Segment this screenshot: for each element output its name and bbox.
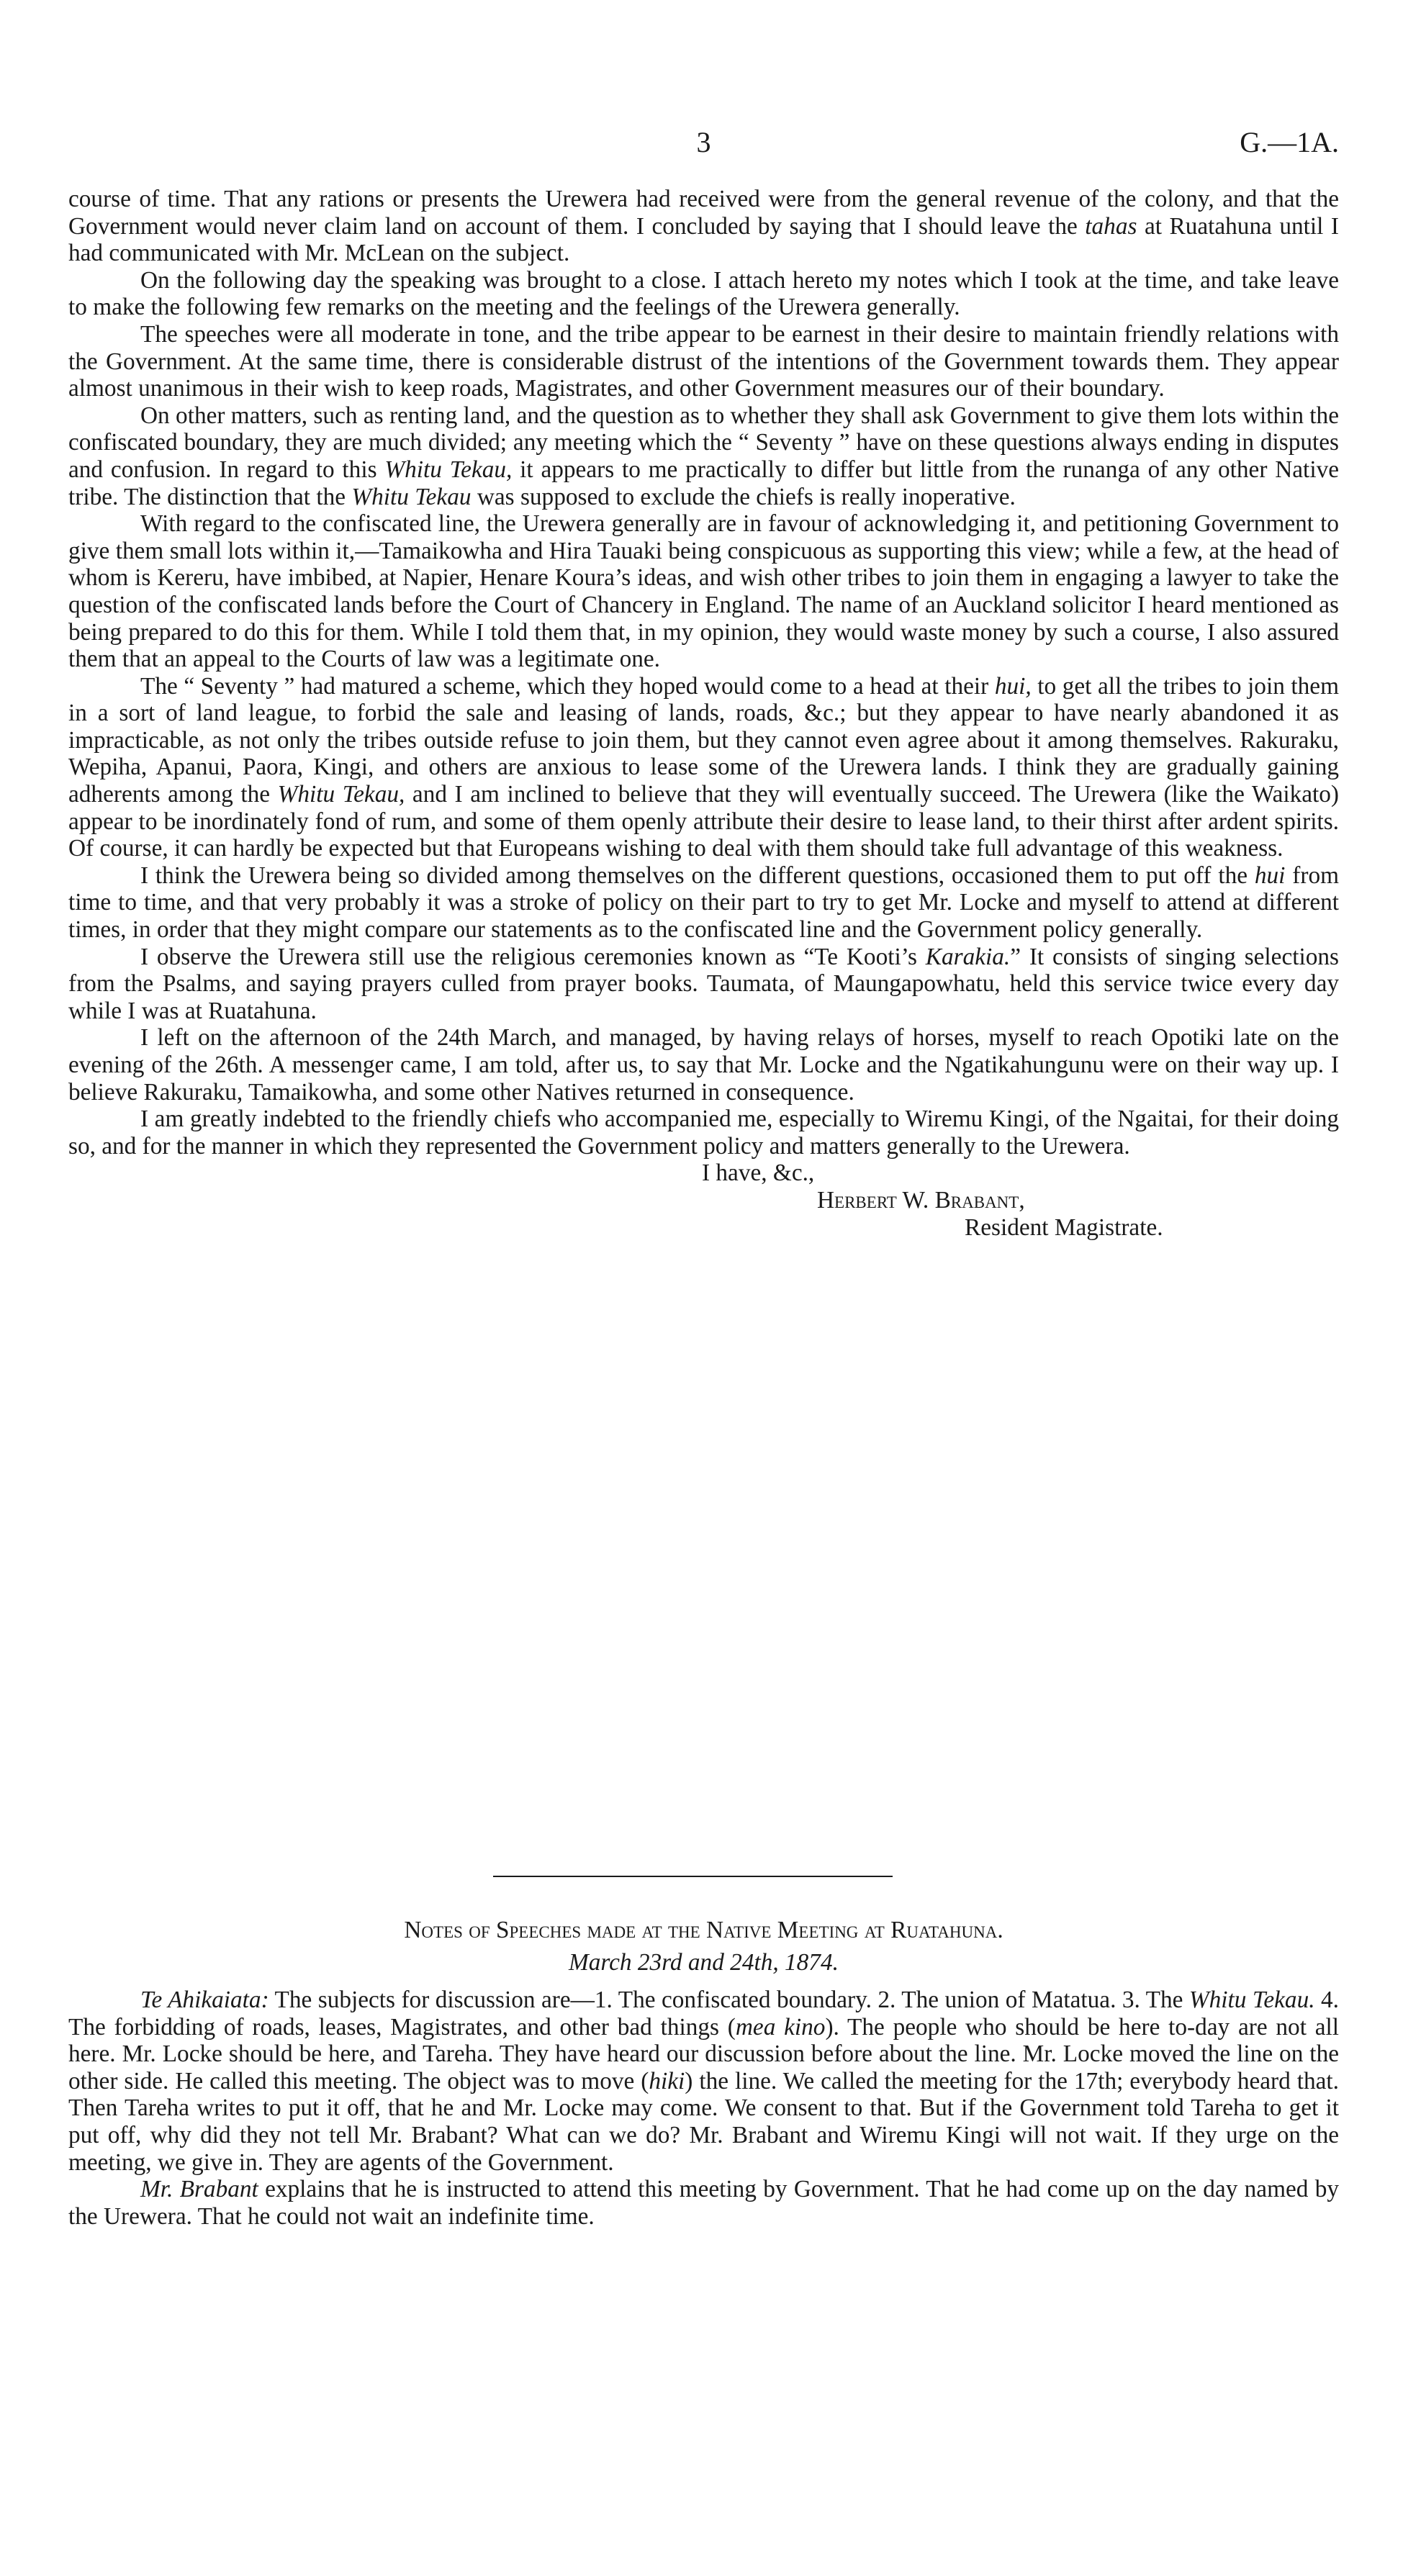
letter-paragraph-6: The “ Seventy ” had matured a scheme, which they hoped would come to a head at their hui, to get all the tribes to join them in a sort of land league, to forbid the sale and leasing of lands, roads, &c.; but they appear to have nearly abandoned it as impracticable, as not only the tribes outside refuse to join them, but they cannot even agree about it among themselves. Rakuraku, Wepiha, Apanui, Paora, Kingi, and others are anxious to lease some of the Urewera lands. I think they are gradually gaining adherents among the Whitu Tekau, and I am inclined to believe that they will eventually succeed. The Urewera (like the Waikato) appear to be inordinately fond of rum, and some of them openly attribute their desire to lease land, to their thirst after ardent spirits. Of course, it can hardly be expected but that Europeans wishing to deal with them should take full advantage of this weakness. xyxy=(68,672,1340,862)
notes-title: Notes of Speeches made at the Native Meeting at Ruatahuna. xyxy=(404,1917,1003,1943)
signoff-closing: I have, &c., xyxy=(702,1160,815,1187)
page-number: 3 xyxy=(696,126,711,158)
notes-paragraph-1: Te Ahikaiata: The subjects for discussion are—1. The confiscated boundary. 2. The union of Matatua. 3. The Whitu Tekau. 4. The forbidding of roads, leases, Magistrates, and other bad things (mea kino). The people who should be here to-day are not all here. Mr. Locke should be here, and Tareha. They have heard our discussion before about the line. Mr. Locke moved the line on the other side. He called this meeting. The object was to move (hiki) the line. We called the meeting for the 17th; everybody heard that. Then Tareha writes to put it off, that he and Mr. Locke may come. We consent to that. But if the Government told Tareha to get it put off, why did they not tell Mr. Brabant? What can we do? Mr. Brabant and Wiremu Kingi will not wait. If they urge on the meeting, we give in. They are agents of the Government. xyxy=(68,1987,1340,2176)
letter-paragraph-5: With regard to the confiscated line, the Urewera generally are in favour of acknowledging it, and petitioning Government to give them small lots within it,—Tamaikowha and Hira Tauaki being conspicuous as supporting this view; while a few, at the head of whom is Kereru, have imbibed, at Napier, Henare Koura’s ideas, and wish other tribes to join them in engaging a lawyer to take the question of the confiscated lands before the Court of Chancery in England. The name of an Auckland solicitor I heard mentioned as being prepared to do this for them. While I told them that, in my opinion, they would waste money by such a course, I also assured them that an appeal to the Courts of law was a legitimate one. xyxy=(68,510,1339,673)
letter-paragraph-9: I left on the afternoon of the 24th March, and managed, by having relays of horses, myself to reach Opotiki late on the evening of the 26th. A messenger came, I am told, after us, to say that Mr. Locke and the Ngatikahungunu were on their way up. I believe Rakuraku, Tamaikowha, and some other Natives returned in consequence. xyxy=(68,1024,1339,1106)
notes-body xyxy=(68,1987,1339,2230)
letter-paragraph-3: The speeches were all moderate in tone, and the tribe appear to be earnest in their desire to maintain friendly relations with the Government. At the same time, there is considerable distrust of the intentions of the Government towards them. They appear almost unanimous in their wish to keep roads, Magistrates, and other Government measures our of their boundary. xyxy=(68,320,1339,402)
letter-paragraph-8: I observe the Urewera still use the religious ceremonies known as “Te Kooti’s Karakia.” It consists of singing selections from the Psalms, and saying prayers culled from prayer books. Taumata, of Maungapowhatu, held this service twice every day while I was at Ruatahuna. xyxy=(68,943,1339,1024)
speaker-name: Mr. Brabant xyxy=(140,2176,258,2203)
document-reference: G.—1A. xyxy=(1240,126,1339,158)
notes-date: March 23rd and 24th, 1874. xyxy=(569,1949,839,1976)
section-divider xyxy=(493,1876,893,1877)
speaker-name: Te Ahikaiata: xyxy=(140,1987,269,2013)
letter-paragraph-7: I think the Urewera being so divided among themselves on the different questions, occasioned them to put off the hui from time to time, and that very probably it was a stroke of policy on their part to try to get Mr. Locke and myself to attend at different times, in order that they might compare our statements as to the confiscated line and the Government policy generally. xyxy=(68,862,1340,944)
notes-paragraph-2: Mr. Brabant explains that he is instructed to attend this meeting by Government. That he had come up on the day named by the Urewera. That he could not wait an indefinite time. xyxy=(68,2176,1340,2230)
letter-paragraph-2: On the following day the speaking was brought to a close. I attach hereto my notes which I took at the time, and take leave to make the following few remarks on the meeting and the feelings of the Urewera generally. xyxy=(68,266,1339,321)
letter-paragraph-4: On other matters, such as renting land, and the question as to whether they shall ask Government to give them lots within the confiscated boundary, they are much divided; any meeting which the “ Seventy ” have on these questions always ending in disputes and confusion. In regard to this Whitu Tekau, it appears to me practically to differ but little from the runanga of any other Native tribe. The distinction that the Whitu Tekau was supposed to exclude the chiefs is really inoperative. xyxy=(68,402,1339,510)
letter-paragraph-1: course of time. That any rations or presents the Urewera had received were from the general revenue of the colony, and that the Government would never claim land on account of them. I concluded by saying that I should leave the tahas at Ruatahuna until I had communicated with Mr. McLean on the subject. xyxy=(68,186,1340,267)
signoff-name: Herbert W. Brabant, xyxy=(817,1186,1025,1214)
letter-paragraph-10: I am greatly indebted to the friendly chiefs who accompanied me, especially to Wiremu Kingi, of the Ngaitai, for their doing so, and for the manner in which they represented the Government policy and matters generally to the Urewera. xyxy=(68,1106,1339,1160)
page-header xyxy=(68,121,1339,164)
signoff-title: Resident Magistrate. xyxy=(965,1214,1163,1241)
letter-body xyxy=(68,186,1339,1241)
